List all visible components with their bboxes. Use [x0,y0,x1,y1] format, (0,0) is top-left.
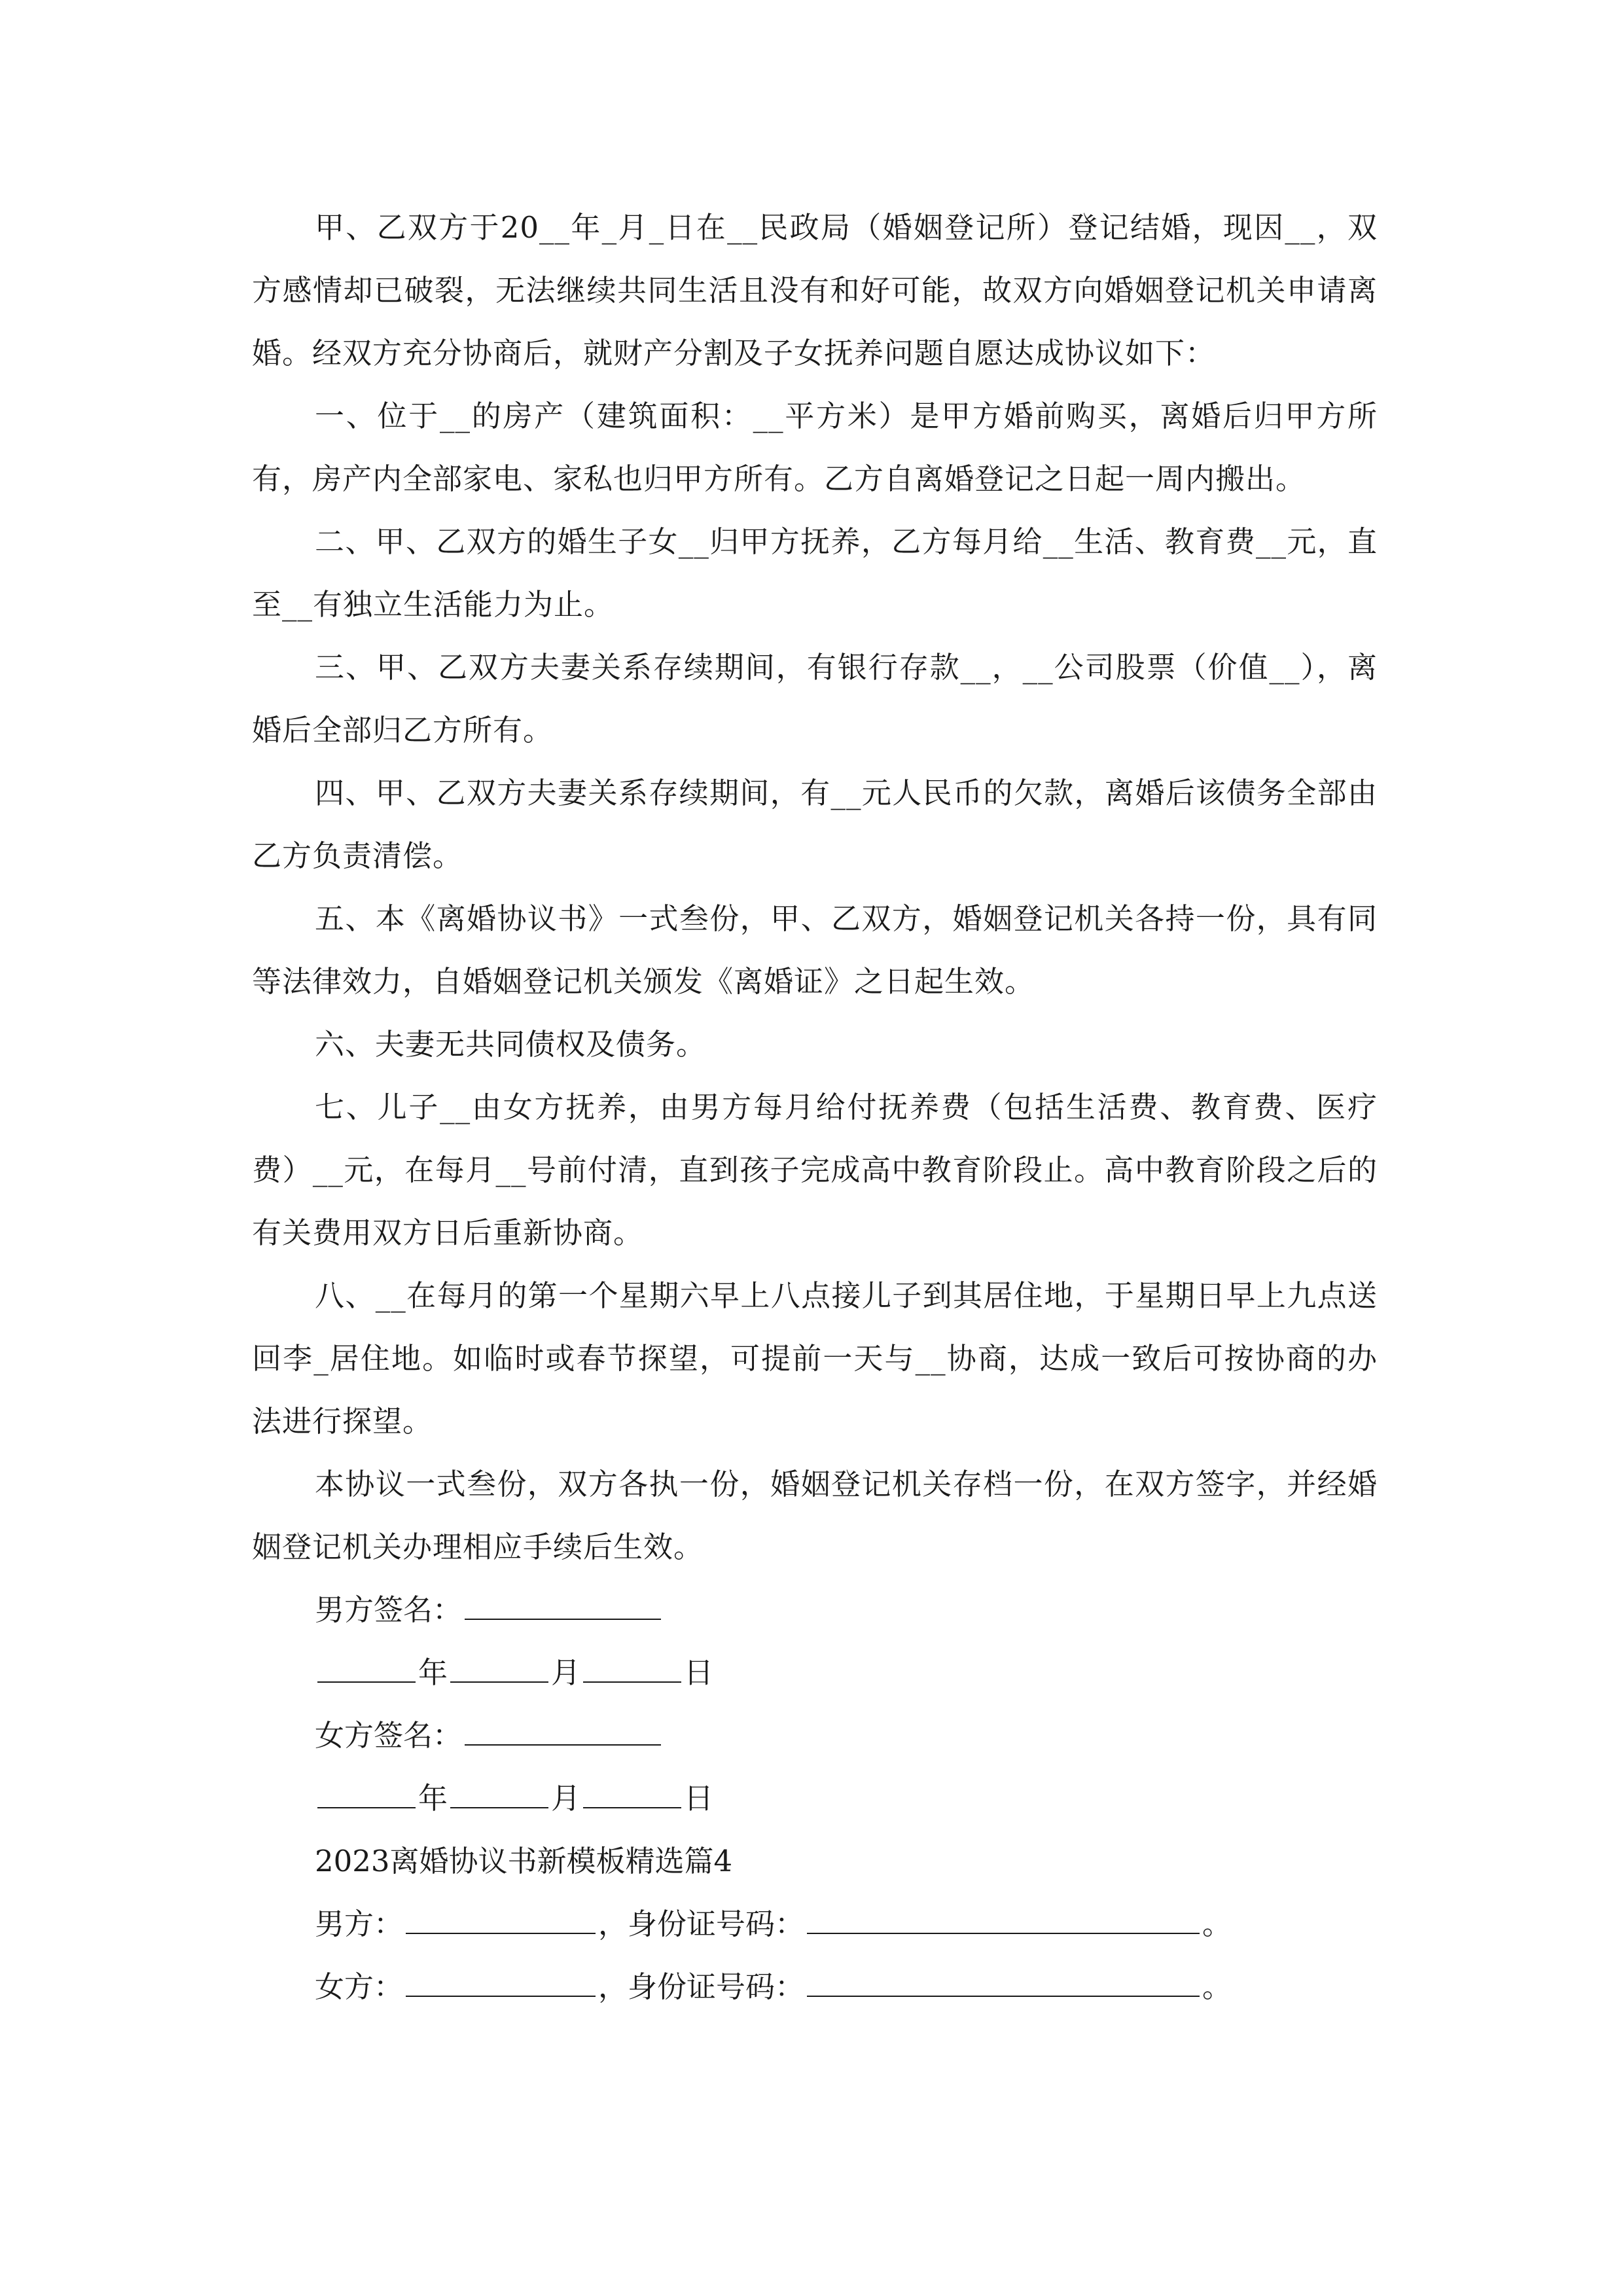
male-name-blank[interactable] [406,1904,596,1934]
document-body [252,196,1378,2018]
female-party-line [252,1956,1378,2018]
male-date-year-label: 年 [418,1655,448,1690]
male-date-year-blank[interactable] [317,1653,416,1683]
female-signature-line [252,1704,1378,1767]
male-party-line [252,1893,1378,1956]
male-signature-line [252,1579,1378,1641]
male-id-blank[interactable] [807,1904,1200,1934]
female-party-label: 女方： [315,1969,404,2004]
female-date-day-label: 日 [684,1781,714,1816]
male-party-label: 男方： [315,1907,404,1941]
female-date-line [252,1767,1378,1830]
paragraph-clause-5: 五、本《离婚协议书》一式叁份，甲、乙双方，婚姻登记机关各持一份，具有同等法律效力，自婚姻登记机关颁发《离婚证》之日起生效。 [252,901,1378,999]
paragraph-clause-3: 三、甲、乙双方夫妻关系存续期间，有银行存款__，__公司股票（价值__），离婚后全部归乙方所有。 [252,650,1378,747]
male-id-label: ，身份证号码： [598,1907,805,1941]
female-signature-blank[interactable] [465,1715,661,1746]
female-date-day-blank[interactable] [583,1778,681,1808]
male-date-month-blank[interactable] [450,1653,548,1683]
female-date-month-label: 月 [551,1781,581,1816]
male-signature-blank[interactable] [465,1590,661,1620]
male-date-line [252,1641,1378,1704]
male-date-month-label: 月 [551,1655,581,1690]
paragraph-clause-8: 八、__在每月的第一个星期六早上八点接儿子到其居住地，于星期日早上九点送回李_居住地。如临时或春节探望，可提前一天与__协商，达成一致后可按协商的办法进行探望。 [252,1278,1378,1439]
female-end-mark: 。 [1202,1969,1232,2004]
paragraph-clause-2: 二、甲、乙双方的婚生子女__归甲方抚养，乙方每月给__生活、教育费__元，直至__有独立生活能力为止。 [252,524,1378,622]
paragraph-clause-7: 七、儿子__由女方抚养，由男方每月给付抚养费（包括生活费、教育费、医疗费）__元，在每月__号前付清，直到孩子完成高中教育阶段止。高中教育阶段之后的有关费用双方日后重新协商。 [252,1090,1378,1250]
paragraph-clause-4: 四、甲、乙双方夫妻关系存续期间，有__元人民币的欠款，离婚后该债务全部由乙方负责清偿。 [252,776,1378,873]
female-date-year-blank[interactable] [317,1778,416,1808]
male-signature-label: 男方签名： [315,1592,463,1627]
paragraph-clause-6: 六、夫妻无共同债权及债务。 [315,1027,707,1062]
female-date-month-blank[interactable] [450,1778,548,1808]
paragraph-closing: 本协议一式叁份，双方各执一份，婚姻登记机关存档一份，在双方签字，并经婚姻登记机关办理相应手续后生效。 [252,1467,1378,1564]
female-signature-label: 女方签名： [315,1718,463,1753]
paragraph-clause-1: 一、位于__的房产（建筑面积：__平方米）是甲方婚前购买，离婚后归甲方所有，房产内全部家电、家私也归甲方所有。乙方自离婚登记之日起一周内搬出。 [252,399,1378,496]
male-date-day-blank[interactable] [583,1653,681,1683]
female-name-blank[interactable] [406,1967,596,1997]
female-id-blank[interactable] [807,1967,1200,1997]
male-end-mark: 。 [1202,1907,1232,1941]
section-title: 2023离婚协议书新模板精选篇4 [315,1844,733,1878]
paragraph-intro: 甲、乙双方于20__年_月_日在__民政局（婚姻登记所）登记结婚，现因__，双方感情却已破裂，无法继续共同生活且没有和好可能，故双方向婚姻登记机关申请离婚。经双方充分协商后，就财产分割及子女抚养问题自愿达成协议如下： [252,210,1378,370]
female-date-year-label: 年 [418,1781,448,1816]
male-date-day-label: 日 [684,1655,714,1690]
female-id-label: ，身份证号码： [598,1969,805,2004]
